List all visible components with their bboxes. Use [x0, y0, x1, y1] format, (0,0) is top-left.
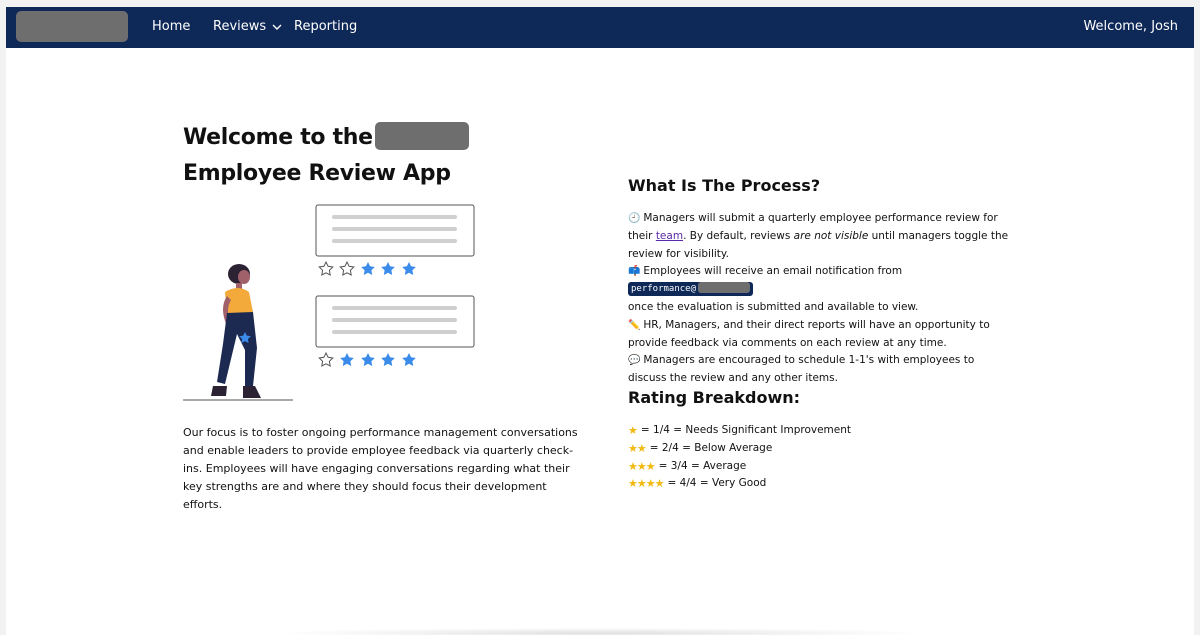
nav-reviews-dropdown[interactable]	[213, 19, 284, 34]
footer-shadow	[270, 628, 930, 635]
star-outline-icon	[340, 262, 354, 275]
star-filled-icon	[340, 353, 354, 366]
star-filled-icon	[381, 262, 395, 275]
star-filled-icon	[361, 262, 375, 275]
rating-row-3: ★★★ = 3/4 = Average	[628, 458, 928, 476]
star-icon: ★★★	[628, 459, 655, 473]
star-icon: ★	[628, 424, 637, 437]
email-address-chip: performance@	[628, 282, 753, 296]
rating-list	[628, 422, 928, 493]
speech-bubble-icon: 💬	[628, 355, 641, 367]
star-filled-icon	[402, 353, 416, 366]
team-link[interactable]: team	[655, 229, 684, 242]
nav-reviews-label: Reviews	[213, 19, 267, 34]
process-item-3: ✏️ HR, Managers, and their direct reports will have an opportunity to provide feedback via comments on each review at any time.	[628, 318, 990, 349]
redacted-company-name	[375, 122, 469, 150]
redacted-email-domain	[698, 282, 750, 293]
window-frame-left	[0, 0, 6, 635]
star-filled-icon	[402, 262, 416, 275]
star-outline-icon	[319, 353, 333, 366]
rating-row-1: ★ = 1/4 = Needs Significant Improvement	[628, 422, 928, 440]
person-figure	[183, 264, 293, 400]
process-item-1: 🕘 Managers will submit a quarterly employee performance review for their team. By default, reviews are not visible until managers toggle the review for visibility.	[628, 212, 1009, 260]
mailbox-icon: 📫	[628, 266, 641, 278]
window-frame-right	[1194, 0, 1200, 635]
star-filled-icon	[361, 353, 375, 366]
top-navbar	[6, 7, 1194, 48]
process-list	[628, 210, 1013, 388]
star-icon: ★★	[628, 441, 646, 455]
process-heading: What Is The Process?	[628, 176, 821, 195]
star-row-2	[319, 353, 416, 366]
clock-icon: 🕘	[628, 213, 641, 224]
star-outline-icon	[319, 262, 333, 275]
pencil-icon: ✏️	[628, 319, 641, 331]
rating-heading: Rating Breakdown:	[628, 388, 801, 407]
welcome-user-text: Welcome, Josh	[1083, 19, 1178, 34]
window-frame-top	[0, 0, 1200, 7]
star-row-1	[319, 262, 416, 275]
nav-home-link[interactable]: Home	[152, 19, 191, 34]
star-icon: ★★★★	[628, 477, 664, 491]
redacted-logo[interactable]	[16, 11, 128, 42]
rating-row-2: ★★ = 2/4 = Below Average	[628, 440, 928, 458]
title-part-1: Welcome to the	[183, 125, 373, 150]
page-title	[183, 120, 563, 192]
chevron-down-icon	[270, 20, 284, 34]
rating-row-4: ★★★★ = 4/4 = Very Good	[628, 475, 928, 493]
process-item-2: 📫 Employees will receive an email notification from performance@ once the evaluation is submitted and available to view.	[628, 265, 919, 313]
focus-description: Our focus is to foster ongoing performance management conversations and enable leaders to provide employee feedback via quarterly check-ins. Employees will have engaging conversations regarding what their key strengths are and where they should focus their development efforts.	[183, 426, 578, 511]
title-part-2: Employee Review App	[183, 161, 451, 186]
review-illustration	[183, 200, 483, 405]
star-filled-icon	[381, 353, 395, 366]
process-item-4: 💬 Managers are encouraged to schedule 1-1's with employees to discuss the review and any other items.	[628, 354, 975, 385]
nav-reporting-link[interactable]: Reporting	[294, 19, 358, 34]
